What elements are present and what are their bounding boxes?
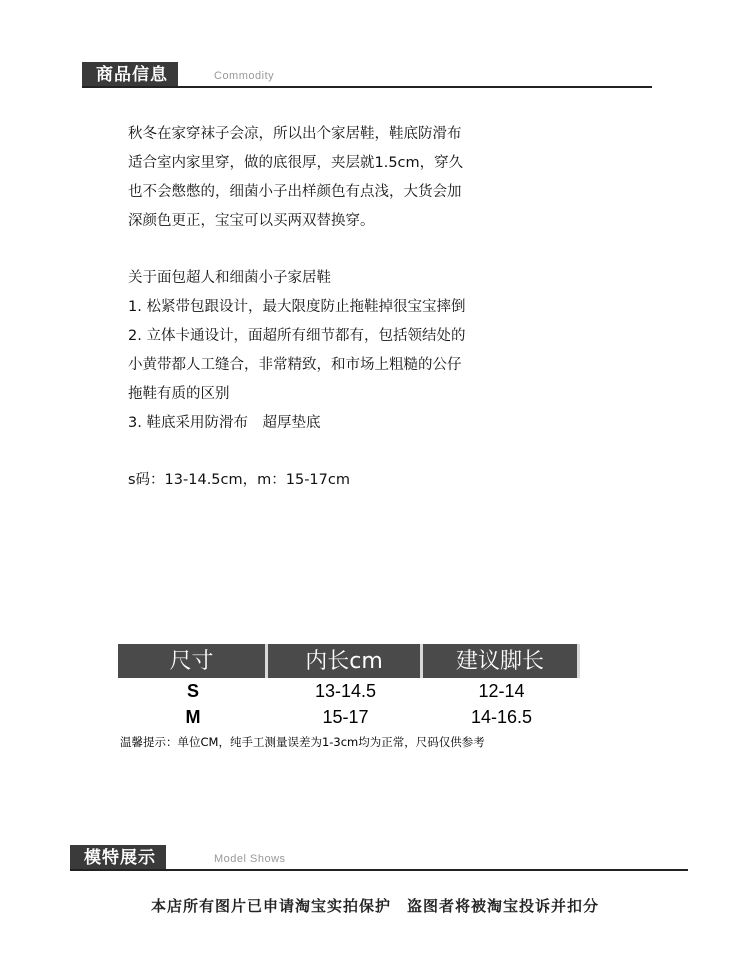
header-size: 尺寸: [118, 644, 268, 678]
header-foot-length: 建议脚长: [423, 644, 580, 678]
copyright-notice: 本店所有图片已申请淘宝实拍保护 盗图者将被淘宝投诉并扣分: [150, 897, 599, 915]
features-heading: 关于面包超人和细菌小子家居鞋: [128, 270, 331, 286]
header-inner-length: 内长cm: [268, 644, 423, 678]
product-description: [128, 120, 598, 236]
section-subtitle: Commodity: [214, 70, 275, 82]
section-divider: [70, 869, 688, 871]
product-features: [128, 264, 598, 438]
size-note: 温馨提示：单位CM，纯手工测量误差为1-3cm均为正常，尺码仅供参考: [120, 735, 485, 749]
cell-size: M: [185, 707, 201, 727]
section-subtitle: Model Shows: [214, 853, 286, 865]
size-table: [118, 644, 580, 730]
section-header-model-shows: [70, 845, 688, 871]
table-row: [118, 678, 580, 704]
feature-line: 小黄带都人工缝合，非常精致，和市场上粗糙的公仔: [128, 357, 462, 373]
feature-line: 3. 鞋底采用防滑布 超厚垫底: [128, 415, 321, 431]
sizes-summary: [128, 466, 598, 495]
cell-inner-length: 15-17: [322, 707, 369, 727]
feature-line: 拖鞋有质的区别: [128, 386, 230, 402]
section-header-commodity: [82, 62, 652, 88]
cell-size: S: [186, 681, 199, 701]
section-title: 商品信息: [82, 62, 178, 88]
cell-foot-length: 14-16.5: [470, 707, 533, 727]
cell-inner-length: 13-14.5: [314, 681, 377, 701]
section-divider: [82, 86, 652, 88]
table-row: [118, 704, 580, 730]
description-line: 适合室内家里穿，做的底很厚，夹层就1.5cm，穿久: [128, 155, 464, 171]
description-line: 深颜色更正，宝宝可以买两双替换穿。: [128, 213, 375, 229]
size-table-header: [118, 644, 580, 678]
feature-line: 2. 立体卡通设计，面超所有细节都有，包括领结处的: [128, 328, 466, 344]
sizes-text: s码：13-14.5cm，m：15-17cm: [128, 472, 350, 488]
description-line: 秋冬在家穿袜子会凉，所以出个家居鞋，鞋底防滑布: [128, 126, 462, 142]
description-line: 也不会憋憋的，细菌小子出样颜色有点浅，大货会加: [128, 184, 462, 200]
cell-foot-length: 12-14: [478, 681, 525, 701]
section-title: 模特展示: [70, 845, 166, 871]
feature-line: 1. 松紧带包跟设计，最大限度防止拖鞋掉很宝宝摔倒: [128, 299, 466, 315]
